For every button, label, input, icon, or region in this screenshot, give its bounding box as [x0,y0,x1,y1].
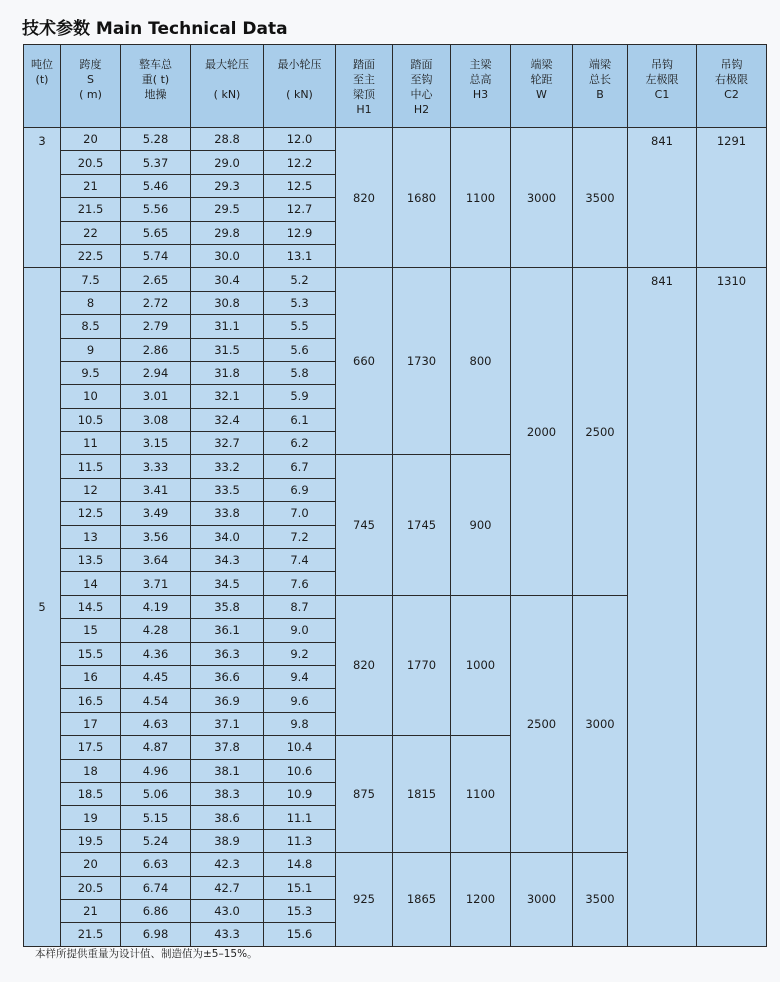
weight-cell: 4.96 [121,759,191,782]
max-wheel-load-cell: 38.1 [191,759,264,782]
span-cell: 13.5 [61,549,121,572]
hook-right-limit-c2-cell: 1310 [697,268,767,946]
min-wheel-load-cell: 10.9 [264,782,336,805]
min-wheel-load-cell: 6.1 [264,408,336,431]
weight-cell: 5.24 [121,829,191,852]
min-wheel-load-cell: 5.2 [264,268,336,291]
h1-cell: 745 [336,455,393,595]
wheelbase-w-cell: 2500 [511,595,573,852]
max-wheel-load-cell: 34.0 [191,525,264,548]
span-cell: 10 [61,385,121,408]
column-header-line: 吊钩 [720,58,743,71]
min-wheel-load-cell: 6.7 [264,455,336,478]
max-wheel-load-cell: 33.8 [191,502,264,525]
span-cell: 18 [61,759,121,782]
header-row [24,45,767,128]
weight-cell: 4.87 [121,736,191,759]
span-cell: 9.5 [61,361,121,384]
min-wheel-load-cell: 10.4 [264,736,336,759]
max-wheel-load-cell: 38.3 [191,782,264,805]
min-wheel-load-cell: 12.0 [264,128,336,151]
max-wheel-load-cell: 29.5 [191,198,264,221]
max-wheel-load-cell: 31.5 [191,338,264,361]
weight-cell: 2.65 [121,268,191,291]
h3-cell: 1000 [451,595,511,735]
weight-cell: 6.98 [121,923,191,946]
span-cell: 15 [61,619,121,642]
min-wheel-load-cell: 12.7 [264,198,336,221]
column-header-line: 端梁 [589,58,611,71]
min-wheel-load-cell: 10.6 [264,759,336,782]
min-wheel-load-cell: 5.6 [264,338,336,361]
max-wheel-load-cell: 35.8 [191,595,264,618]
min-wheel-load-cell: 6.9 [264,478,336,501]
span-cell: 11 [61,432,121,455]
column-header [61,45,121,128]
min-wheel-load-cell: 15.1 [264,876,336,899]
min-wheel-load-cell: 9.2 [264,642,336,665]
h2-cell: 1865 [393,853,451,947]
min-wheel-load-cell: 12.5 [264,174,336,197]
weight-cell: 3.33 [121,455,191,478]
max-wheel-load-cell: 37.8 [191,736,264,759]
weight-cell: 3.15 [121,432,191,455]
max-wheel-load-cell: 36.9 [191,689,264,712]
weight-cell: 4.54 [121,689,191,712]
end-beam-length-b-cell: 2500 [573,268,628,595]
wheelbase-w-cell: 3000 [511,128,573,268]
weight-cell: 5.28 [121,128,191,151]
column-header-line: B [596,88,604,101]
weight-cell: 4.45 [121,665,191,688]
max-wheel-load-cell: 34.5 [191,572,264,595]
min-wheel-load-cell: 8.7 [264,595,336,618]
span-cell: 20 [61,128,121,151]
weight-cell: 5.65 [121,221,191,244]
span-cell: 21.5 [61,198,121,221]
max-wheel-load-cell: 30.0 [191,244,264,267]
weight-cell: 5.06 [121,782,191,805]
span-cell: 8.5 [61,315,121,338]
h2-cell: 1770 [393,595,451,735]
min-wheel-load-cell: 13.1 [264,244,336,267]
max-wheel-load-cell: 32.1 [191,385,264,408]
hook-left-limit-c1-cell: 841 [628,128,697,268]
span-cell: 16 [61,665,121,688]
column-header-line: 端梁 [530,58,553,71]
weight-cell: 2.72 [121,291,191,314]
span-cell: 19.5 [61,829,121,852]
column-header-line: 主梁 [469,58,492,71]
max-wheel-load-cell: 33.2 [191,455,264,478]
column-header-line: 至钩 [410,73,433,86]
h3-cell: 800 [451,268,511,455]
min-wheel-load-cell: 9.8 [264,712,336,735]
column-header [264,45,336,128]
weight-cell: 6.63 [121,853,191,876]
span-cell: 7.5 [61,268,121,291]
span-cell: 17 [61,712,121,735]
max-wheel-load-cell: 29.8 [191,221,264,244]
min-wheel-load-cell: 7.4 [264,549,336,572]
min-wheel-load-cell: 11.3 [264,829,336,852]
weight-cell: 5.74 [121,244,191,267]
column-header-line: 轮距 [530,73,553,86]
weight-cell: 3.01 [121,385,191,408]
column-header [697,45,767,128]
table-row [24,268,767,291]
span-cell: 21 [61,174,121,197]
span-cell: 22.5 [61,244,121,267]
max-wheel-load-cell: 34.3 [191,549,264,572]
column-header-line: H3 [472,88,489,101]
min-wheel-load-cell: 15.6 [264,923,336,946]
column-header-line: 梁顶 [353,88,375,101]
weight-cell: 6.86 [121,899,191,922]
max-wheel-load-cell: 30.8 [191,291,264,314]
weight-cell: 3.56 [121,525,191,548]
max-wheel-load-cell: 29.0 [191,151,264,174]
min-wheel-load-cell: 9.0 [264,619,336,642]
span-cell: 14.5 [61,595,121,618]
column-header-line [264,72,335,87]
h2-cell: 1815 [393,736,451,853]
end-beam-length-b-cell: 3500 [573,128,628,268]
tonnage-cell: 3 [24,128,61,268]
min-wheel-load-cell: 5.5 [264,315,336,338]
span-cell: 21 [61,899,121,922]
h3-cell: 900 [451,455,511,595]
span-cell: 18.5 [61,782,121,805]
max-wheel-load-cell: 29.3 [191,174,264,197]
wheelbase-w-cell: 2000 [511,268,573,595]
max-wheel-load-cell: 42.3 [191,853,264,876]
column-header-line: ( m) [79,88,102,101]
column-header-line: 踏面 [410,58,433,71]
column-header-line: 吊钩 [651,58,673,71]
h2-cell: 1730 [393,268,451,455]
column-header-line: H2 [413,103,430,116]
table-body [24,128,767,947]
span-cell: 20.5 [61,876,121,899]
min-wheel-load-cell: 7.2 [264,525,336,548]
weight-cell: 2.86 [121,338,191,361]
max-wheel-load-cell: 38.6 [191,806,264,829]
weight-cell: 4.36 [121,642,191,665]
column-header-line [191,72,263,87]
min-wheel-load-cell: 5.8 [264,361,336,384]
column-header-line: 踏面 [353,58,375,71]
span-cell: 13 [61,525,121,548]
min-wheel-load-cell: 12.2 [264,151,336,174]
h1-cell: 925 [336,853,393,947]
column-header-line: 最小轮压 [277,58,322,71]
max-wheel-load-cell: 43.0 [191,899,264,922]
span-cell: 20 [61,853,121,876]
span-cell: 8 [61,291,121,314]
column-header-line: W [536,88,547,101]
span-cell: 22 [61,221,121,244]
footnote: 本样所提供重量为设计值、制造值为±5–15%。 [35,948,258,960]
column-header-line: 左极限 [645,73,679,86]
min-wheel-load-cell: 6.2 [264,432,336,455]
weight-cell: 3.49 [121,502,191,525]
weight-cell: 4.28 [121,619,191,642]
span-cell: 21.5 [61,923,121,946]
max-wheel-load-cell: 30.4 [191,268,264,291]
min-wheel-load-cell: 5.3 [264,291,336,314]
column-header-line: 吨位 [31,58,53,71]
column-header-line: 总高 [469,73,492,86]
weight-cell: 3.08 [121,408,191,431]
h1-cell: 660 [336,268,393,455]
column-header-line: 重( t) [141,73,170,86]
h3-cell: 1200 [451,853,511,947]
min-wheel-load-cell: 5.9 [264,385,336,408]
span-cell: 14 [61,572,121,595]
column-header-line: C1 [654,88,670,101]
min-wheel-load-cell: 14.8 [264,853,336,876]
h3-cell: 1100 [451,128,511,268]
table-row [24,128,767,151]
column-header-line: S [87,73,94,86]
max-wheel-load-cell: 31.1 [191,315,264,338]
max-wheel-load-cell: 36.1 [191,619,264,642]
page-title: 技术参数 Main Technical Data [22,19,288,39]
max-wheel-load-cell: 32.7 [191,432,264,455]
column-header [573,45,628,128]
technical-data-table [23,44,767,947]
wheelbase-w-cell: 3000 [511,853,573,947]
column-header-line: ( kN) [286,88,313,101]
max-wheel-load-cell: 36.6 [191,665,264,688]
column-header-line: 中心 [410,88,433,101]
span-cell: 11.5 [61,455,121,478]
column-header-line: 整车总 [139,58,172,71]
column-header [336,45,393,128]
max-wheel-load-cell: 31.8 [191,361,264,384]
column-header [628,45,697,128]
end-beam-length-b-cell: 3000 [573,595,628,852]
weight-cell: 3.71 [121,572,191,595]
span-cell: 12 [61,478,121,501]
max-wheel-load-cell: 43.3 [191,923,264,946]
span-cell: 9 [61,338,121,361]
h2-cell: 1680 [393,128,451,268]
weight-cell: 5.56 [121,198,191,221]
span-cell: 20.5 [61,151,121,174]
min-wheel-load-cell: 15.3 [264,899,336,922]
weight-cell: 3.64 [121,549,191,572]
column-header [511,45,573,128]
h2-cell: 1745 [393,455,451,595]
column-header [121,45,191,128]
span-cell: 16.5 [61,689,121,712]
column-header-line: 最大轮压 [205,58,249,71]
column-header [451,45,511,128]
column-header [24,45,61,128]
h1-cell: 820 [336,595,393,735]
tonnage-cell: 5 [24,268,61,946]
column-header-line: 至主 [353,73,375,86]
hook-left-limit-c1-cell: 841 [628,268,697,946]
weight-cell: 6.74 [121,876,191,899]
weight-cell: 3.41 [121,478,191,501]
h1-cell: 820 [336,128,393,268]
max-wheel-load-cell: 33.5 [191,478,264,501]
span-cell: 15.5 [61,642,121,665]
column-header-line: C2 [724,88,739,101]
min-wheel-load-cell: 7.0 [264,502,336,525]
weight-cell: 2.79 [121,315,191,338]
max-wheel-load-cell: 37.1 [191,712,264,735]
column-header-line: H1 [356,103,372,116]
span-cell: 17.5 [61,736,121,759]
max-wheel-load-cell: 28.8 [191,128,264,151]
hook-right-limit-c2-cell: 1291 [697,128,767,268]
column-header-line: 跨度 [79,58,102,71]
column-header-line: ( kN) [213,88,241,101]
end-beam-length-b-cell: 3500 [573,853,628,947]
weight-cell: 5.37 [121,151,191,174]
weight-cell: 4.63 [121,712,191,735]
h1-cell: 875 [336,736,393,853]
weight-cell: 5.15 [121,806,191,829]
weight-cell: 2.94 [121,361,191,384]
min-wheel-load-cell: 11.1 [264,806,336,829]
column-header-line: 右极限 [715,73,748,86]
column-header [393,45,451,128]
max-wheel-load-cell: 32.4 [191,408,264,431]
min-wheel-load-cell: 9.6 [264,689,336,712]
column-header-line: 总长 [589,73,611,86]
max-wheel-load-cell: 42.7 [191,876,264,899]
column-header-line: 地操 [144,88,167,101]
span-cell: 19 [61,806,121,829]
weight-cell: 5.46 [121,174,191,197]
max-wheel-load-cell: 36.3 [191,642,264,665]
column-header-line: (t) [35,73,49,86]
column-header [191,45,264,128]
min-wheel-load-cell: 7.6 [264,572,336,595]
span-cell: 12.5 [61,502,121,525]
weight-cell: 4.19 [121,595,191,618]
min-wheel-load-cell: 9.4 [264,665,336,688]
h3-cell: 1100 [451,736,511,853]
min-wheel-load-cell: 12.9 [264,221,336,244]
span-cell: 10.5 [61,408,121,431]
max-wheel-load-cell: 38.9 [191,829,264,852]
